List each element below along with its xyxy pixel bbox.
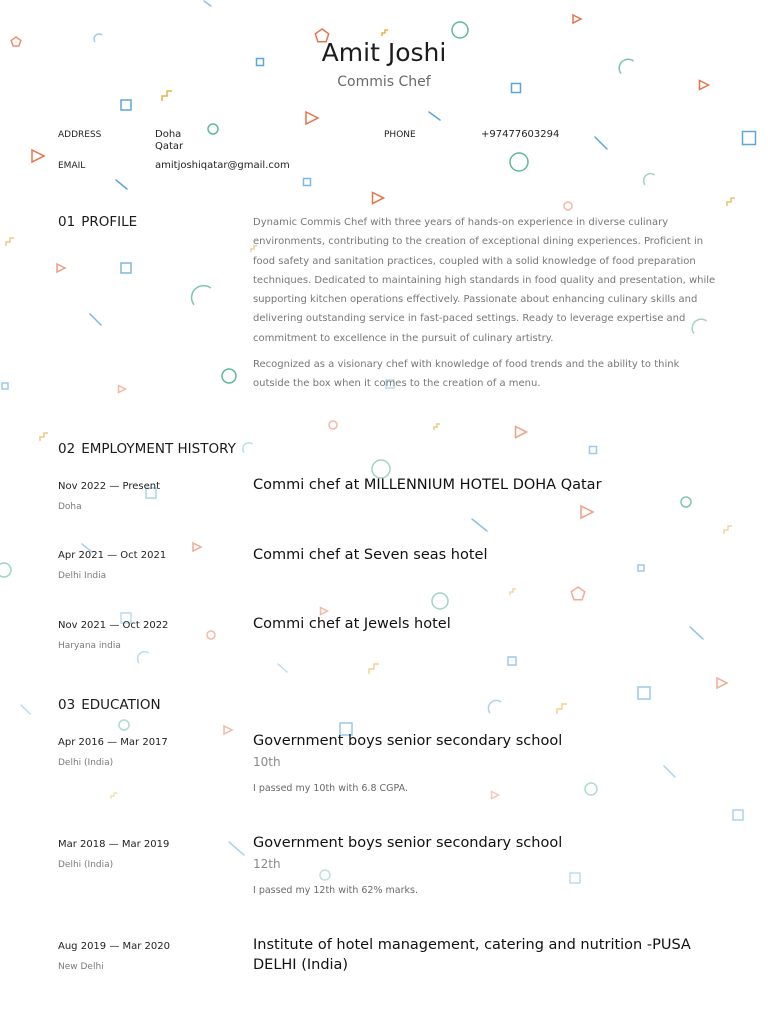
employment-location: Doha (58, 502, 82, 512)
confetti-shape (510, 153, 528, 171)
profile-paragraph: Dynamic Commis Chef with three years of hands-on experience in diverse culinary environments, contributing to the creation of exceptional dining experiences. Proficient in food safety and sanitation practices, coupled with a solid knowledge of food preparation techniques. Dedicated to maintaining high standards in food quality and presentation, while supporting kitchen operations effectively. Passionate about enhancing culinary skills and delivering outstanding service in fast-paced settings. Ready to leverage expertise and commitment to excellence in the pursuit of culinary artistry. (253, 217, 716, 344)
confetti-shape (40, 433, 48, 441)
education-location: New Delhi (58, 962, 104, 972)
confetti-shape (329, 421, 337, 429)
confetti-shape (681, 497, 691, 507)
confetti-shape (32, 150, 44, 162)
confetti-shape (452, 22, 468, 38)
section-title: EMPLOYMENT HISTORY (81, 441, 236, 457)
education-heading (58, 697, 161, 713)
confetti-shape (472, 519, 487, 531)
confetti-shape (369, 664, 379, 674)
confetti-shape (638, 565, 644, 571)
employment-title: Commi chef at Jewels hotel (253, 616, 451, 632)
employment-location: Delhi India (58, 571, 107, 581)
email-value: amitjoshiqatar@gmail.com (155, 160, 290, 171)
confetti-shape (557, 704, 567, 714)
email-label: EMAIL (58, 161, 86, 171)
education-degree: 10th (253, 755, 281, 769)
confetti-shape (516, 427, 527, 438)
employment-dates: Nov 2022 — Present (58, 481, 161, 492)
confetti-shape (590, 447, 597, 454)
confetti-shape (382, 30, 388, 36)
confetti-shape (2, 383, 8, 389)
confetti-shape (6, 238, 14, 246)
confetti-shape (488, 700, 501, 713)
confetti-shape (573, 15, 581, 23)
candidate-name: Amit Joshi (321, 38, 447, 67)
confetti-shape (492, 792, 499, 799)
confetti-shape (429, 112, 440, 120)
confetti-shape (204, 1, 211, 6)
confetti-shape (733, 810, 743, 820)
employment-dates: Nov 2021 — Oct 2022 (58, 620, 169, 631)
education-location: Delhi (India) (58, 758, 114, 768)
confetti-shape (138, 652, 149, 663)
education-dates: Mar 2018 — Mar 2019 (58, 839, 170, 850)
employment-dates: Apr 2021 — Oct 2021 (58, 550, 167, 561)
education-description: I passed my 12th with 62% marks. (253, 885, 418, 896)
address-line-1: Doha (155, 129, 182, 140)
confetti-shape (21, 705, 30, 714)
address-line-2: Qatar (155, 141, 184, 152)
confetti-shape (581, 506, 593, 518)
confetti-shape (434, 424, 440, 430)
confetti-shape (121, 263, 131, 273)
confetti-shape (222, 369, 236, 383)
employment-location: Haryana india (58, 641, 121, 651)
phone-value: +97477603294 (481, 129, 560, 140)
confetti-shape (564, 202, 572, 210)
education-degree: 12th (253, 857, 281, 871)
confetti-shape (90, 314, 101, 325)
confetti-shape (193, 543, 201, 551)
section-number: 02 (58, 441, 76, 457)
confetti-shape (510, 589, 516, 595)
confetti-shape (162, 91, 172, 101)
confetti-shape (571, 587, 584, 600)
confetti-shape (743, 132, 756, 145)
confetti-shape (304, 179, 311, 186)
confetti-shape (570, 873, 580, 883)
confetti-shape (207, 631, 215, 639)
education-school: Government boys senior secondary school (253, 835, 563, 851)
phone-label: PHONE (384, 130, 416, 140)
education-description: I passed my 10th with 6.8 CGPA. (253, 783, 408, 794)
confetti-shape (664, 766, 675, 777)
confetti-shape (508, 657, 516, 665)
education-dates: Apr 2016 — Mar 2017 (58, 737, 168, 748)
confetti-shape (690, 627, 703, 639)
confetti-shape (306, 112, 318, 124)
confetti-shape (0, 563, 11, 577)
confetti-shape (119, 386, 126, 393)
confetti-shape (278, 664, 287, 672)
confetti-shape (119, 720, 129, 730)
education-dates: Aug 2019 — Mar 2020 (58, 941, 171, 952)
confetti-shape (208, 124, 218, 134)
section-number: 03 (58, 697, 76, 713)
profile-heading (58, 214, 137, 230)
confetti-shape (121, 100, 131, 110)
section-number: 01 (58, 214, 76, 230)
confetti-shape (111, 793, 117, 799)
confetti-shape (229, 842, 244, 855)
education-school: Institute of hotel management, catering and nutrition -PUSA DELHI (India) (253, 937, 691, 973)
confetti-shape (373, 193, 384, 204)
section-title: EDUCATION (81, 697, 161, 713)
confetti-shape (116, 180, 127, 189)
employment-heading (58, 441, 236, 457)
confetti-shape (192, 286, 211, 305)
confetti-shape (585, 783, 597, 795)
confetti-shape (644, 174, 655, 185)
employment-title: Commi chef at Seven seas hotel (253, 547, 488, 563)
confetti-shape (724, 526, 732, 534)
education-location: Delhi (India) (58, 860, 114, 870)
education-school: Government boys senior secondary school (253, 733, 563, 749)
confetti-shape (638, 687, 650, 699)
confetti-shape (224, 726, 232, 734)
job-title: Commis Chef (337, 74, 431, 90)
confetti-shape (595, 137, 607, 149)
profile-paragraph: Recognized as a visionary chef with knowledge of food trends and the ability to think outside the box when it comes to the creation of a menu. (253, 359, 680, 390)
confetti-shape (243, 443, 253, 453)
confetti-shape (320, 870, 330, 880)
profile-summary (253, 213, 718, 401)
confetti-shape (432, 593, 448, 609)
address-label: ADDRESS (58, 130, 102, 140)
confetti-shape (717, 678, 727, 688)
confetti-shape (57, 264, 65, 272)
section-title: PROFILE (81, 214, 138, 230)
confetti-shape (727, 198, 735, 206)
employment-title: Commi chef at MILLENNIUM HOTEL DOHA Qatar (253, 477, 602, 493)
